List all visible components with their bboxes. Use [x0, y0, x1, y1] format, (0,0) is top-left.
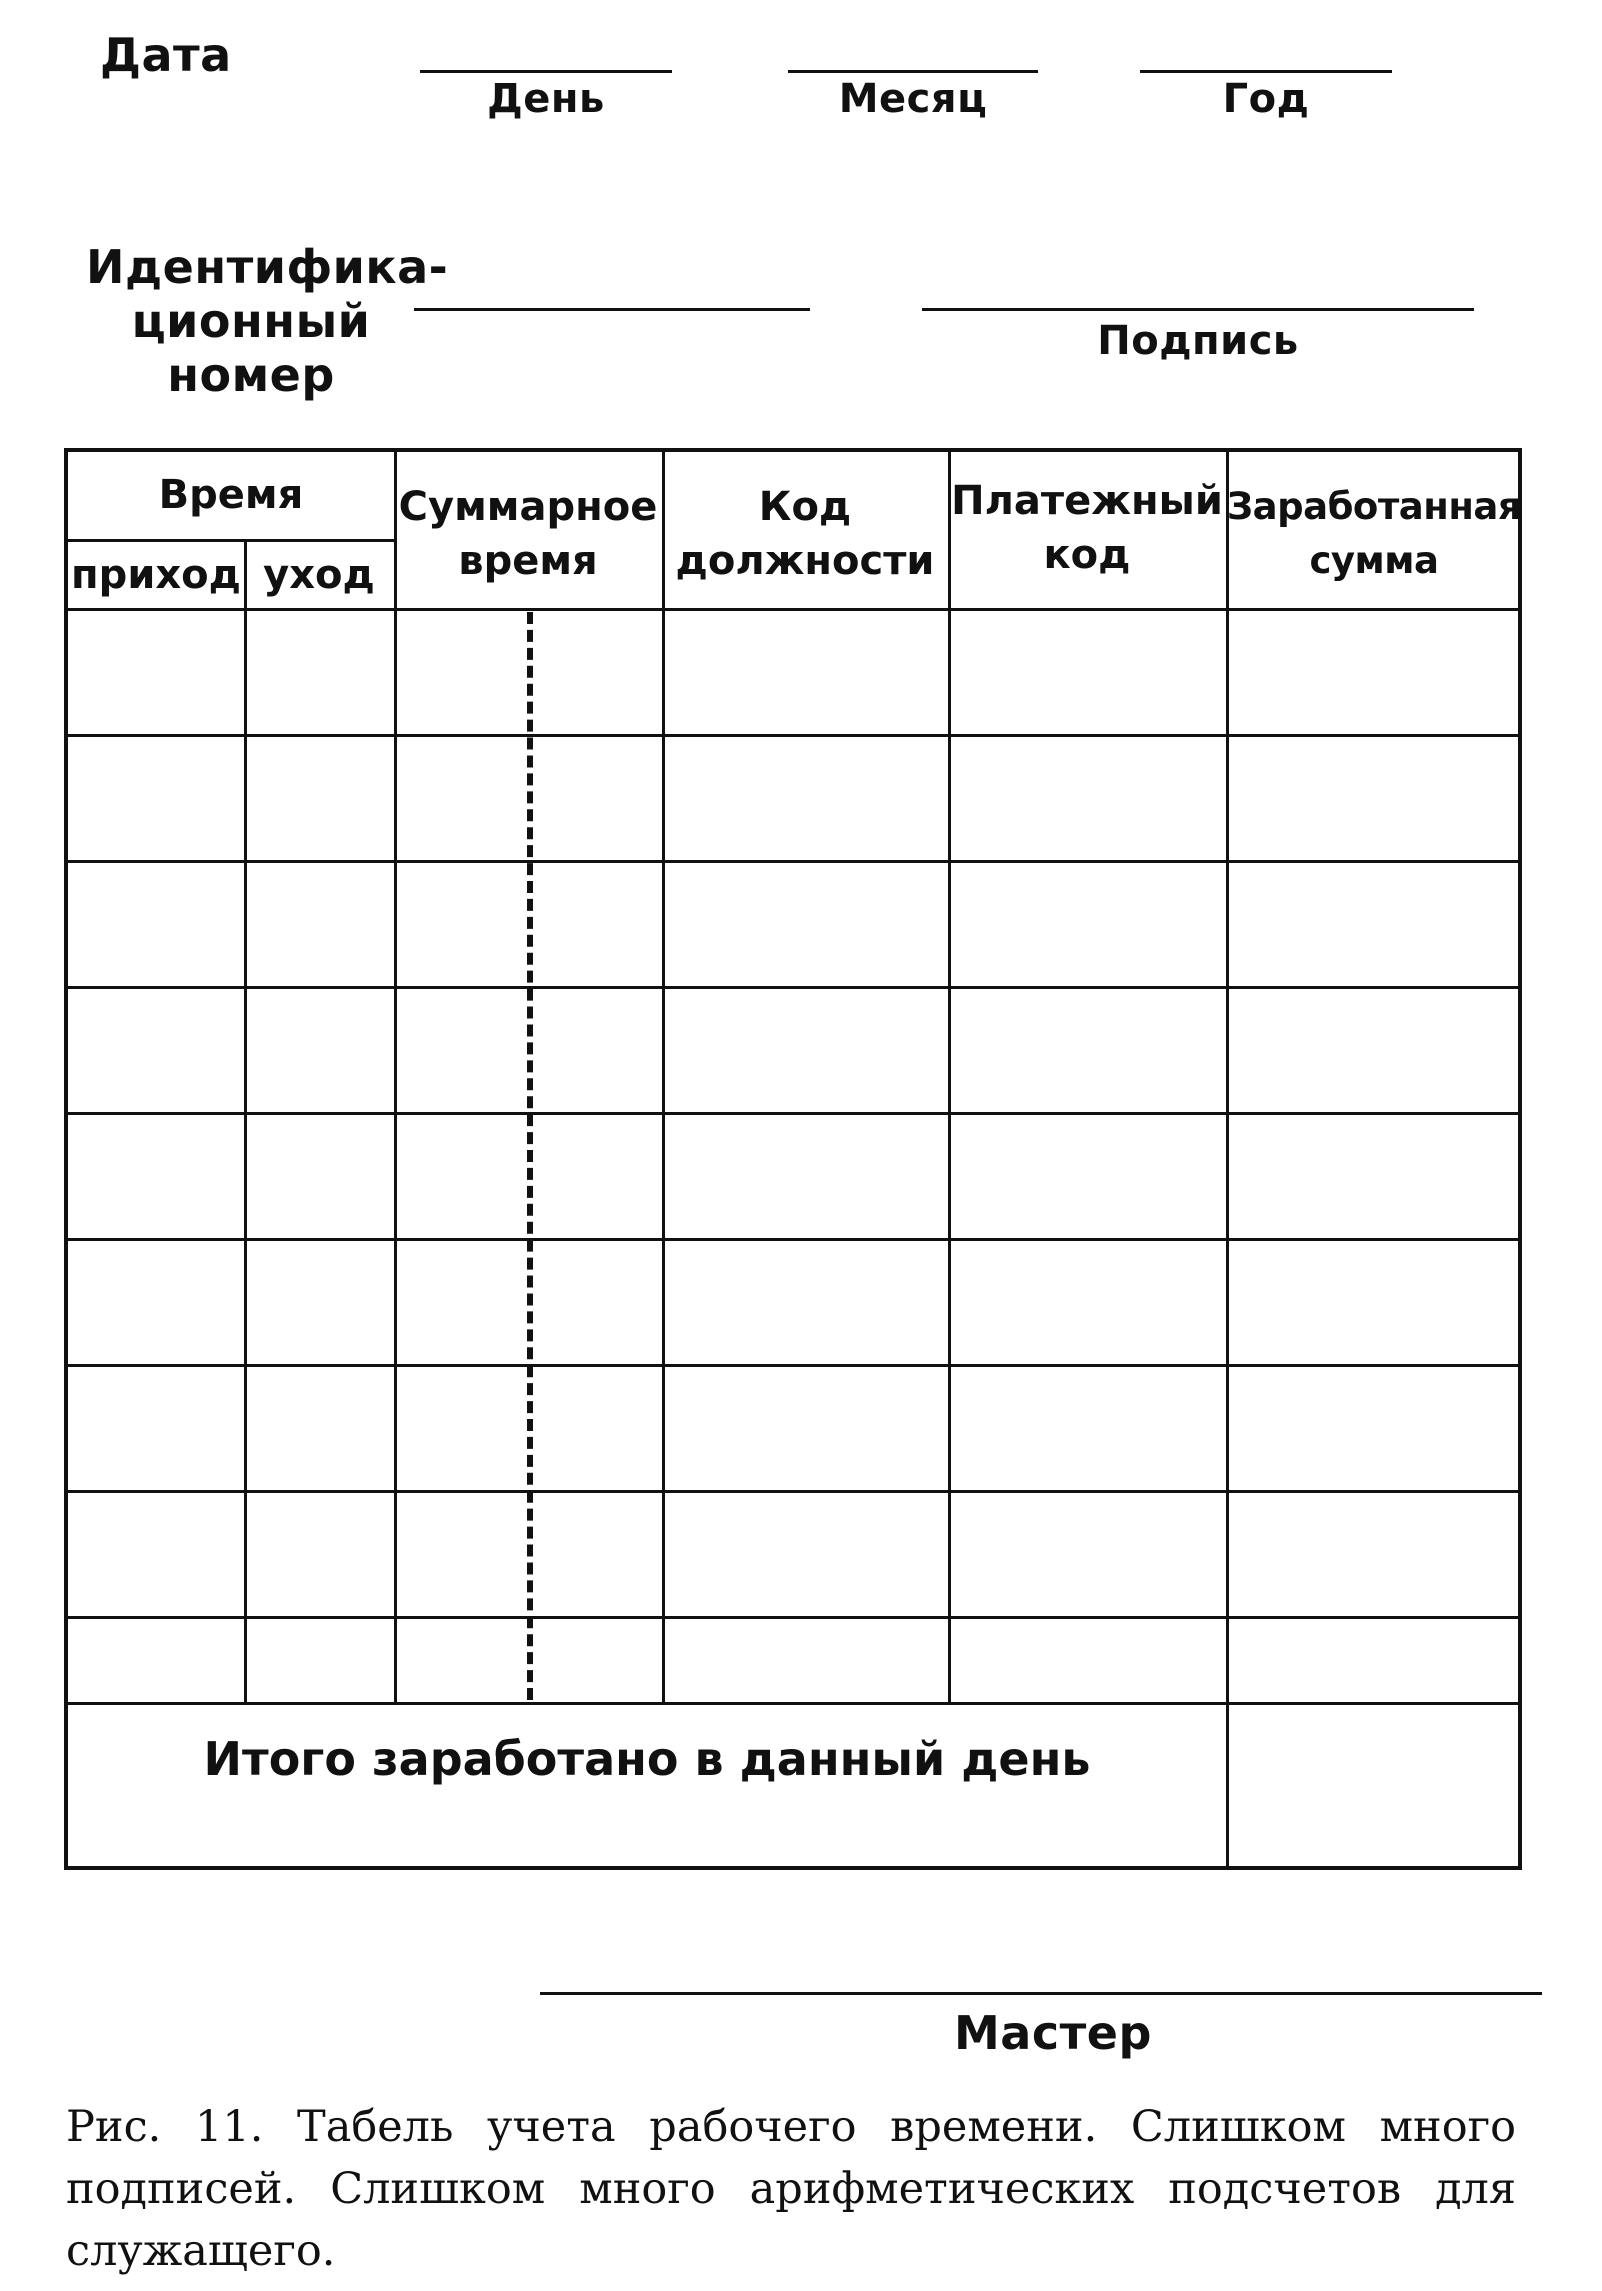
row-line-2: [68, 860, 1522, 863]
job-code-header-line-1: Код: [758, 484, 852, 530]
total-time-header-line-2: время: [458, 538, 598, 584]
row-line-5: [68, 1238, 1522, 1241]
col-line-pay-code: [1226, 452, 1229, 1870]
col-line-total-time: [662, 452, 665, 1702]
total-row-line: [68, 1702, 1522, 1705]
arrival-header: приход: [71, 552, 241, 598]
departure-header: уход: [263, 552, 375, 598]
time-header: Время: [158, 472, 304, 518]
id-label-line-3: номер: [167, 348, 335, 402]
month-label: Месяц: [838, 76, 988, 122]
job-code-header-line-2: должности: [675, 538, 935, 584]
month-field[interactable]: [788, 70, 1038, 73]
earned-header-line-1: Заработанная: [1226, 485, 1522, 528]
year-field[interactable]: [1140, 70, 1392, 73]
time-subheader-line: [68, 539, 394, 542]
row-line-3: [68, 986, 1522, 989]
total-time-divider: [527, 612, 533, 1700]
row-line-6: [68, 1364, 1522, 1367]
id-label-line-1: Идентифика-: [86, 240, 449, 294]
figure-caption: Рис. 11. Табель учета рабочего времени. Слишком много подписей. Слишком много арифметических подсчетов для служащего.: [66, 2102, 1516, 2276]
row-line-1: [68, 734, 1522, 737]
header-bottom-line: [68, 608, 1522, 611]
earned-header: [1226, 480, 1522, 588]
master-label: Мастер: [954, 2006, 1152, 2060]
col-line-departure: [394, 452, 397, 1702]
col-line-arrival: [244, 542, 247, 1702]
pay-code-header: [948, 474, 1226, 582]
date-label: Дата: [100, 28, 232, 82]
signature-label: Подпись: [1097, 318, 1299, 364]
signature-field[interactable]: [922, 308, 1474, 311]
row-line-8: [68, 1616, 1522, 1619]
job-code-header: [662, 480, 948, 588]
id-number-field[interactable]: [414, 308, 810, 311]
pay-code-header-line-1: Платежный: [951, 478, 1223, 524]
id-number-label: [86, 240, 449, 402]
day-field[interactable]: [420, 70, 672, 73]
col-line-job-code: [948, 452, 951, 1702]
row-line-7: [68, 1490, 1522, 1493]
pay-code-header-line-2: код: [1043, 532, 1131, 578]
total-time-header-line-1: Суммарное: [398, 484, 658, 530]
year-label: Год: [1222, 76, 1310, 122]
id-label-line-2: ционный: [131, 294, 371, 348]
total-row-label: Итого заработано в данный день: [203, 1732, 1091, 1786]
total-time-header: [394, 480, 662, 588]
row-line-4: [68, 1112, 1522, 1115]
earned-header-line-2: сумма: [1309, 539, 1439, 582]
master-signature-field[interactable]: [540, 1992, 1542, 1995]
timesheet-table: [64, 448, 1522, 1870]
day-label: День: [487, 76, 605, 122]
